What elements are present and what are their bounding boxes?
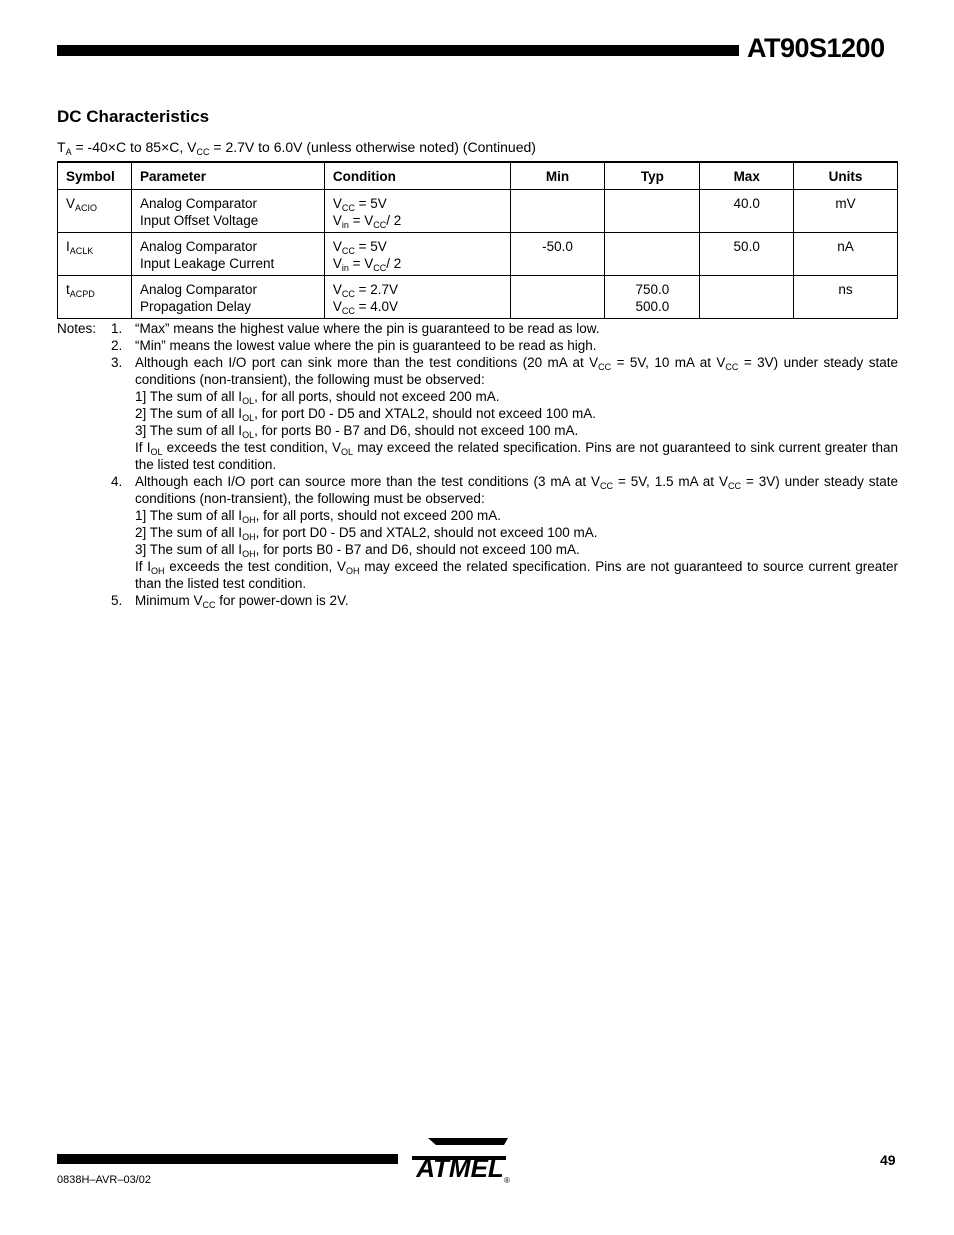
cell-max: 50.0 <box>700 233 794 276</box>
cell-units: mV <box>794 190 898 233</box>
cell-parameter: Analog Comparator Input Offset Voltage <box>131 190 324 233</box>
cell-symbol: $V_{ACIO}$ <box>58 190 132 233</box>
table-row <box>58 190 898 233</box>
table-row <box>58 233 898 276</box>
cell-units: ns <box>794 276 898 319</box>
cell-units: nA <box>794 233 898 276</box>
notes-section <box>57 320 898 609</box>
cell-parameter: Analog Comparator Input Leakage Current <box>131 233 324 276</box>
header-condition: Condition <box>324 162 510 190</box>
cell-min <box>510 190 605 233</box>
cell-min: -50.0 <box>510 233 605 276</box>
header-rule <box>57 45 739 56</box>
page-number: 49 <box>880 1152 896 1168</box>
header-parameter: Parameter <box>131 162 324 190</box>
cell-typ <box>605 233 700 276</box>
svg-text:ATMEL: ATMEL <box>416 1153 504 1183</box>
cell-max: 40.0 <box>700 190 794 233</box>
notes-label: Notes: <box>57 321 97 336</box>
cell-parameter: Analog Comparator Propagation Delay <box>131 276 324 319</box>
table-header-row <box>58 162 898 190</box>
header-typ: Typ <box>605 162 700 190</box>
atmel-logo <box>412 1136 512 1186</box>
cell-max <box>700 276 794 319</box>
cell-symbol: $I_{ACLK}$ <box>58 233 132 276</box>
svg-text:®: ® <box>504 1176 510 1185</box>
table-caption: $T_A = -40\times C$ to 85×C, $V_{CC} = 2.7V$ to 6.0V (unless otherwise noted) (Continued) <box>57 139 536 157</box>
document-title: AT90S1200 <box>747 33 885 63</box>
header-min: Min <box>510 162 605 190</box>
table-row <box>58 276 898 319</box>
header-units: Units <box>794 162 898 190</box>
section-title: DC Characteristics <box>57 107 210 126</box>
cell-condition: $V_{CC} = 5V$ $V_{in} = V_{CC}/$ 2 <box>324 190 510 233</box>
note-5: 5. Minimum $V_{CC}$ for power-down is 2V. <box>111 593 349 610</box>
cell-condition: $V_{CC} = 5V$ $V_{in} = V_{CC}/$ 2 <box>324 233 510 276</box>
document-code: 0838H–AVR–03/02 <box>57 1174 151 1186</box>
header-max: Max <box>700 162 794 190</box>
cell-typ: 750.0 500.0 <box>605 276 700 319</box>
header-symbol: Symbol <box>58 162 132 190</box>
footer-rule <box>57 1154 398 1164</box>
dc-characteristics-table <box>57 161 898 319</box>
note-4: 4. Although each I/O port can source more than the test conditions (3 mA at $V_{CC} = 5V$, 1.5 mA at $V_{CC} = 3V$) under steady state conditions (non-transient), the following must be observed: 1] The sum of all $I_{OH}$, for all ports, should not exceed 200 mA. 2] The sum of all $I_{OH}$, for port D0 - D5 and XTAL2, should not exceed 100 mA. 3] The sum of all $I_{OH}$, for ports B0 - B7 and D6, should not exceed 100 mA. If $I_{OH}$ exceeds the test condition, $V_{OH}$ may exceed the related specification. Pins are not guaranteed to source current greater than the listed test condition. <box>111 474 899 591</box>
cell-condition: $V_{CC} = 2.7V$ $V_{CC} = 4.0V$ <box>324 276 510 319</box>
note-3: 3. Although each I/O port can sink more than the test conditions (20 mA at $V_{CC} = 5V$, 10 mA at $V_{CC} = 3V$) under steady state conditions (non-transient), the following must be observed: 1] The sum of all $I_{OL}$, for all ports, should not exceed 200 mA. 2] The sum of all $I_{OL}$, for port D0 - D5 and XTAL2, should not exceed 100 mA. 3] The sum of all $I_{OL}$, for ports B0 - B7 and D6, should not exceed 100 mA. If $I_{OL}$ exceeds the test condition, $V_{OL}$ may exceed the related specification. Pins are not guaranteed to sink current greater than the listed test condition. <box>111 355 899 472</box>
cell-typ <box>605 190 700 233</box>
cell-symbol: $t_{ACPD}$ <box>58 276 132 319</box>
cell-min <box>510 276 605 319</box>
note-1: 1. “Max” means the highest value where the pin is guaranteed to be read as low. <box>111 321 600 336</box>
note-2: 2. “Min” means the lowest value where the pin is guaranteed to be read as high. <box>111 338 597 353</box>
